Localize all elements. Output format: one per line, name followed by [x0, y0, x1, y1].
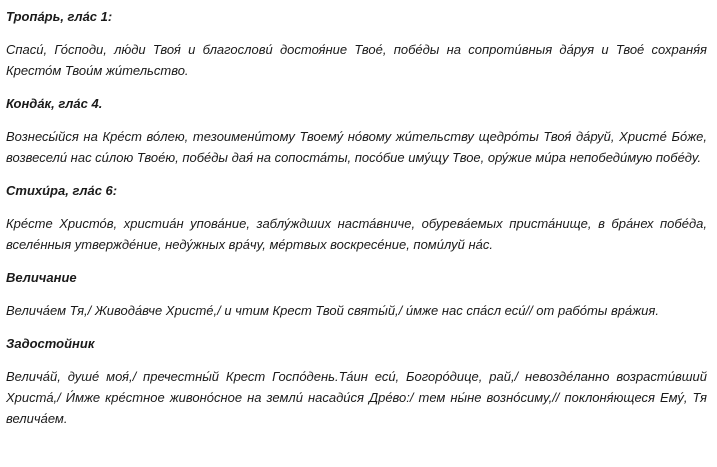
section-text-troparion: Спаси́, Го́споди, лю́ди Твоя́ и благослови́ достоя́ние Твое́, побе́ды на сопроти́вныя да́руя и Твое́ сохраня́я Кресто́м Твои́м жи́тельство. [6, 42, 707, 78]
section-text-sticheron: Кре́сте Христо́в, христиа́н упова́ние, заблу́ждших наста́вниче, обурева́емых приста́нище, в бра́нех побе́да, вселе́нныя утвержде́ние, неду́жных вра́чу, ме́ртвых воскресе́ние, поми́луй на́с. [6, 216, 707, 252]
section-text-magnification: Велича́ем Тя,/ Живода́вче Христе́,/ и чтим Крест Твой святы́й,/ и́мже нас спа́сл еси́// от рабо́ты вра́жия. [6, 303, 659, 318]
section-heading-magnification: Величание [6, 270, 77, 285]
section-heading-troparion: Тропа́рь, гла́с 1: [6, 9, 113, 24]
section-heading-kontakion: Конда́к, гла́с 4. [6, 96, 103, 111]
section-text-kontakion: Вознесы́йся на Кре́ст во́лею, тезоимени́тому Твоему́ но́вому жи́тельству щедро́ты Твоя́ да́руй, Христе́ Бо́же, возвесели́ нас си́лою Твое́ю, побе́ды дая́ на сопоста́ты, посо́бие иму́щу Твое, ору́жие ми́ра непобеди́мую побе́ду. [6, 129, 707, 165]
section-text-zadostoinik: Велича́й, душе́ моя́,/ пречестны́й Крест Госпо́день.Та́ин еси́, Богоро́дице, рай,/ невозде́ланно возрасти́вший Христа́,/ И́мже кре́стное живоно́сное на земли́ насади́ся Дре́во:/ тем ны́не возно́симу,// поклоня́ющеся Ему́, Тя велича́ем. [6, 369, 707, 426]
section-heading-sticheron: Стихи́ра, гла́с 6: [6, 183, 118, 198]
section-heading-zadostoinik: Задостойник [6, 336, 95, 351]
